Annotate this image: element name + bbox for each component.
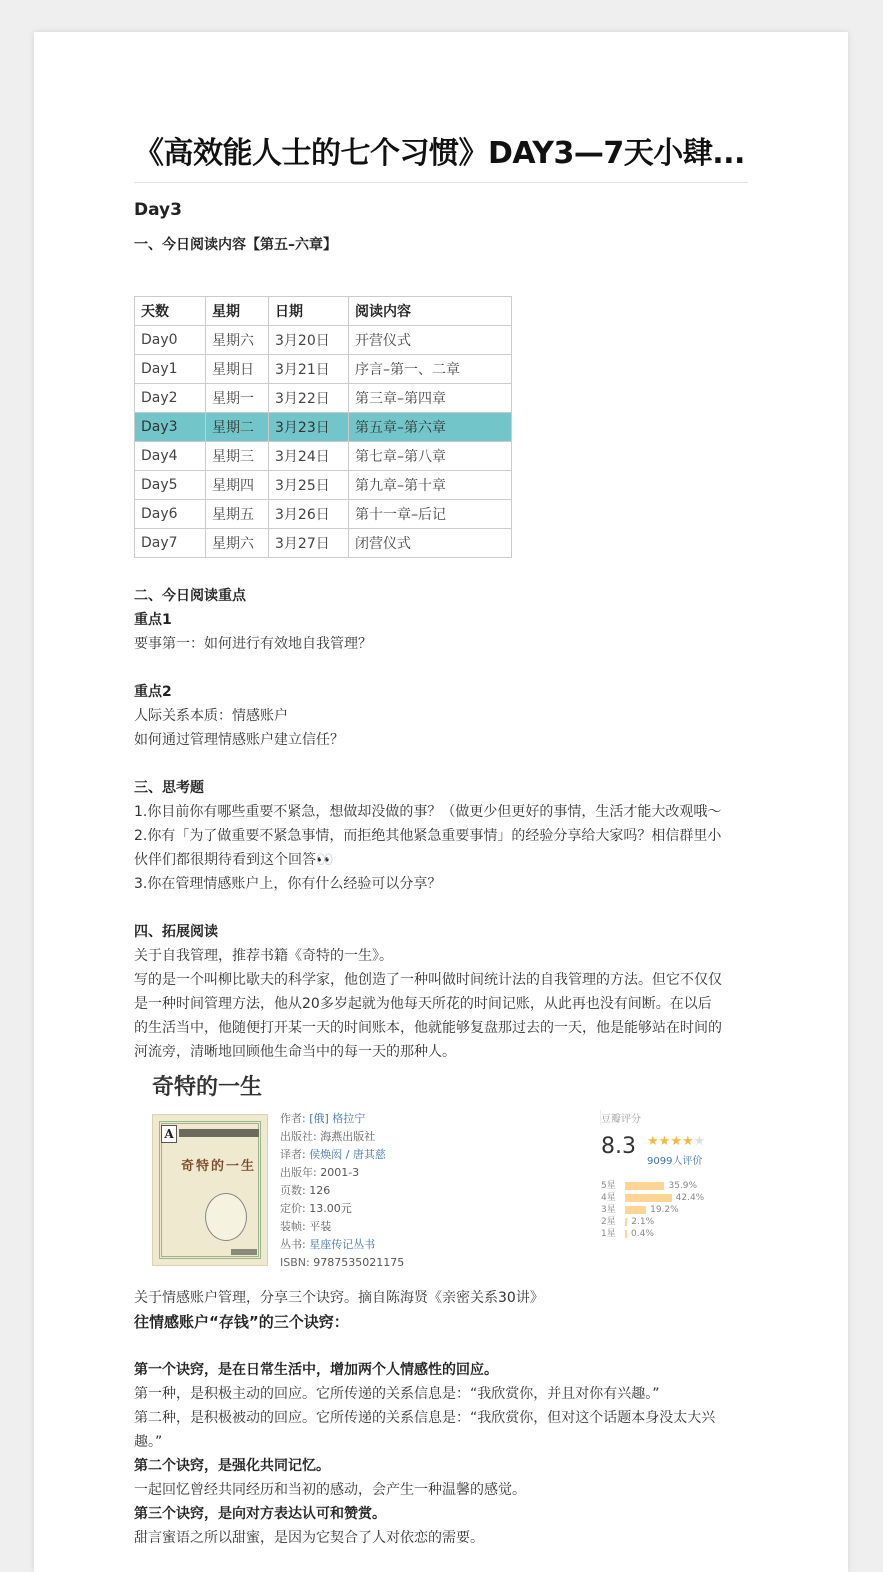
table-cell: Day2: [135, 384, 206, 413]
book-card: [152, 1066, 748, 1276]
tip-heading: 第一个诀窍，是在日常生活中，增加两个人情感性的回应。: [134, 1362, 498, 1378]
rating-bar-label: 4星: [601, 1193, 616, 1203]
table-row: [135, 529, 512, 558]
table-header: 日期: [269, 297, 349, 326]
meta-label: 页数:: [280, 1184, 306, 1197]
author-link[interactable]: [俄] 格拉宁: [309, 1112, 366, 1125]
paragraph: 如何通过管理情感账户建立信任？: [134, 732, 344, 748]
paragraph: 人际关系本质：情感账户: [134, 708, 288, 724]
table-cell: Day0: [135, 326, 206, 355]
rating-bar-row: [601, 1192, 704, 1204]
publisher: 海燕出版社: [320, 1130, 376, 1143]
table-cell: 第九章–第十章: [349, 471, 512, 500]
table-cell: 星期四: [206, 471, 269, 500]
meta-label: 出版社:: [280, 1130, 317, 1143]
table-row: [135, 413, 512, 442]
table-cell: Day7: [135, 529, 206, 558]
key-point-title: 重点2: [134, 684, 172, 700]
rating-bar-label: 5星: [601, 1181, 616, 1191]
translator-link[interactable]: 侯焕闳 / 唐其慈: [309, 1148, 386, 1161]
rating-score: 8.3: [601, 1134, 636, 1159]
section-heading: 三、思考题: [134, 780, 204, 796]
rating-bar-percent: 42.4%: [675, 1193, 705, 1203]
rating-bar: [625, 1194, 672, 1202]
table-cell: 星期一: [206, 384, 269, 413]
table-cell: Day6: [135, 500, 206, 529]
table-cell: 3月27日: [269, 529, 349, 558]
table-cell: 第五章–第六章: [349, 413, 512, 442]
price: 13.00元: [309, 1202, 352, 1215]
meta-label: 丛书:: [280, 1238, 306, 1251]
star-icon: ★: [647, 1134, 659, 1149]
rating-bar-percent: 2.1%: [631, 1217, 655, 1227]
day-heading: Day3: [134, 200, 182, 220]
star-rating-icon: [647, 1134, 705, 1149]
table-cell: 第七章–第八章: [349, 442, 512, 471]
paragraph: 一起回忆曾经共同经历和当初的感动，会产生一种温馨的感觉。: [134, 1482, 526, 1498]
table-header: 阅读内容: [349, 297, 512, 326]
table-row: [135, 471, 512, 500]
emotional-account-section: [134, 1286, 748, 1550]
rating-bar-row: [601, 1228, 704, 1240]
key-point-title: 重点1: [134, 612, 172, 628]
meta-label: 作者:: [280, 1112, 306, 1125]
rating-bar: [625, 1230, 627, 1238]
meta-label: 译者:: [280, 1148, 306, 1161]
tip-heading: 第三个诀窍，是向对方表达认可和赞赏。: [134, 1506, 386, 1522]
question: 2.你有「为了做重要不紧急事情，而拒绝其他紧急重要事情」的经验分享给大家吗？相信群里小: [134, 828, 722, 844]
isbn: 9787535021175: [313, 1256, 405, 1269]
meta-label: 定价:: [280, 1202, 306, 1215]
rating-bar-label: 3星: [601, 1205, 616, 1215]
table-row: [135, 355, 512, 384]
question: 3.你在管理情感账户上，你有什么经验可以分享？: [134, 876, 442, 892]
paragraph: 要事第一：如何进行有效地自我管理？: [134, 636, 372, 652]
book-cover-image: [152, 1114, 268, 1266]
table-cell: Day5: [135, 471, 206, 500]
paragraph-line: 写的是一个叫柳比歇夫的科学家，他创造了一种叫做时间统计法的自我管理的方法。但它不仅仅: [134, 972, 722, 988]
rating-bar-label: 2星: [601, 1217, 616, 1227]
table-cell: 3月23日: [269, 413, 349, 442]
paragraph: 趣。”: [134, 1434, 163, 1450]
table-row: [135, 384, 512, 413]
cover-title: 奇特的一生: [181, 1159, 257, 1174]
rating-bar: [625, 1218, 627, 1226]
pages: 126: [309, 1184, 331, 1197]
table-row: [135, 500, 512, 529]
table-cell: 开营仪式: [349, 326, 512, 355]
schedule-table: [134, 296, 512, 558]
binding: 平装: [309, 1220, 332, 1233]
rating-source: 豆瓣评分: [601, 1114, 641, 1125]
book-meta: [280, 1110, 404, 1272]
meta-label: 装帧:: [280, 1220, 306, 1233]
rating-bar-percent: 35.9%: [668, 1181, 698, 1191]
meta-label: 出版年:: [280, 1166, 317, 1179]
star-icon: ★: [681, 1134, 694, 1149]
rating-bar-row: [601, 1204, 704, 1216]
table-cell: 闭营仪式: [349, 529, 512, 558]
article-page: [34, 32, 848, 1572]
table-cell: 3月24日: [269, 442, 349, 471]
portrait-illustration: [205, 1193, 247, 1241]
paragraph: 第二种，是积极被动的回应。它所传递的关系信息是：“我欣赏你，但对这个话题本身没太大兴: [134, 1410, 716, 1426]
article-title: 《高效能人士的七个习惯》DAY3—7天小肆...: [134, 128, 748, 183]
table-cell: 3月25日: [269, 471, 349, 500]
rating-bar-percent: 19.2%: [650, 1205, 679, 1215]
question: 1.你目前你有哪些重要不紧急，想做却没做的事？（做更少但更好的事情，生活才能大改观哦～: [134, 804, 722, 820]
table-cell: 星期三: [206, 442, 269, 471]
table-cell: 星期六: [206, 326, 269, 355]
table-cell: Day4: [135, 442, 206, 471]
cover-publisher-mark: [231, 1249, 257, 1255]
table-cell: 3月26日: [269, 500, 349, 529]
cover-band: [179, 1129, 259, 1137]
section-reading-content: 一、今日阅读内容【第五–六章】: [134, 237, 337, 253]
section-heading: 二、今日阅读重点: [134, 588, 246, 604]
star-icon: ★: [670, 1134, 682, 1149]
paragraph-line: 的生活当中，他随便打开某一天的时间账本，他就能够复盘那过去的一天，他是能够站在时间的: [134, 1020, 722, 1036]
book-title: 奇特的一生: [152, 1075, 263, 1100]
article-body: [134, 584, 748, 1064]
series-link[interactable]: 星座传记丛书: [309, 1238, 376, 1251]
rating-bar-row: [601, 1180, 704, 1192]
rating-distribution: [601, 1180, 704, 1240]
table-cell: 第三章–第四章: [349, 384, 512, 413]
table-cell: 星期六: [206, 529, 269, 558]
paragraph-line: 是一种时间管理方法，他从20多岁起就为他每天所花的时间记账，从此再也没有间断。在以后: [134, 996, 712, 1012]
paragraph: 第一种，是积极主动的回应。它所传递的关系信息是：“我欣赏你，并且对你有兴趣。”: [134, 1386, 660, 1402]
table-cell: 第十一章–后记: [349, 500, 512, 529]
paragraph-line: 河流旁，清晰地回顾他生命当中的每一天的那种人。: [134, 1044, 456, 1060]
section-heading: 四、拓展阅读: [134, 924, 218, 940]
cover-letter: A: [161, 1125, 177, 1143]
table-header-row: [135, 297, 512, 326]
tip-heading: 第二个诀窍，是强化共同记忆。: [134, 1458, 330, 1474]
table-header: 天数: [135, 297, 206, 326]
table-row: [135, 442, 512, 471]
rating-bar-label: 1星: [601, 1229, 616, 1239]
meta-label: ISBN:: [280, 1256, 310, 1269]
question: 伙伴们都很期待看到这个回答👀: [134, 852, 334, 868]
paragraph: 关于自我管理，推荐书籍《奇特的一生》。: [134, 948, 393, 964]
paragraph: 关于情感账户管理，分享三个诀窍。摘自陈海贤《亲密关系30讲》: [134, 1290, 544, 1306]
douban-rating: [600, 1110, 749, 1239]
table-cell: 3月21日: [269, 355, 349, 384]
star-icon: ★: [693, 1134, 706, 1149]
pub-year: 2001-3: [320, 1166, 360, 1179]
table-row: [135, 326, 512, 355]
table-cell: 序言–第一、二章: [349, 355, 512, 384]
rating-bar: [625, 1206, 646, 1214]
rating-bar-percent: 0.4%: [631, 1229, 654, 1239]
rating-count-link[interactable]: 9099人评价: [647, 1156, 703, 1167]
paragraph: 甜言蜜语之所以甜蜜，是因为它契合了人对依恋的需要。: [134, 1530, 484, 1546]
table-cell: 3月20日: [269, 326, 349, 355]
table-cell: 星期日: [206, 355, 269, 384]
table-cell: Day3: [135, 413, 206, 442]
subheading: 往情感账户“存钱”的三个诀窍：: [134, 1313, 349, 1331]
rating-bar-row: [601, 1216, 704, 1228]
rating-bar: [625, 1182, 664, 1190]
table-cell: 星期五: [206, 500, 269, 529]
table-cell: Day1: [135, 355, 206, 384]
table-cell: 3月22日: [269, 384, 349, 413]
table-cell: 星期二: [206, 413, 269, 442]
star-icon: ★: [658, 1134, 671, 1149]
table-header: 星期: [206, 297, 269, 326]
